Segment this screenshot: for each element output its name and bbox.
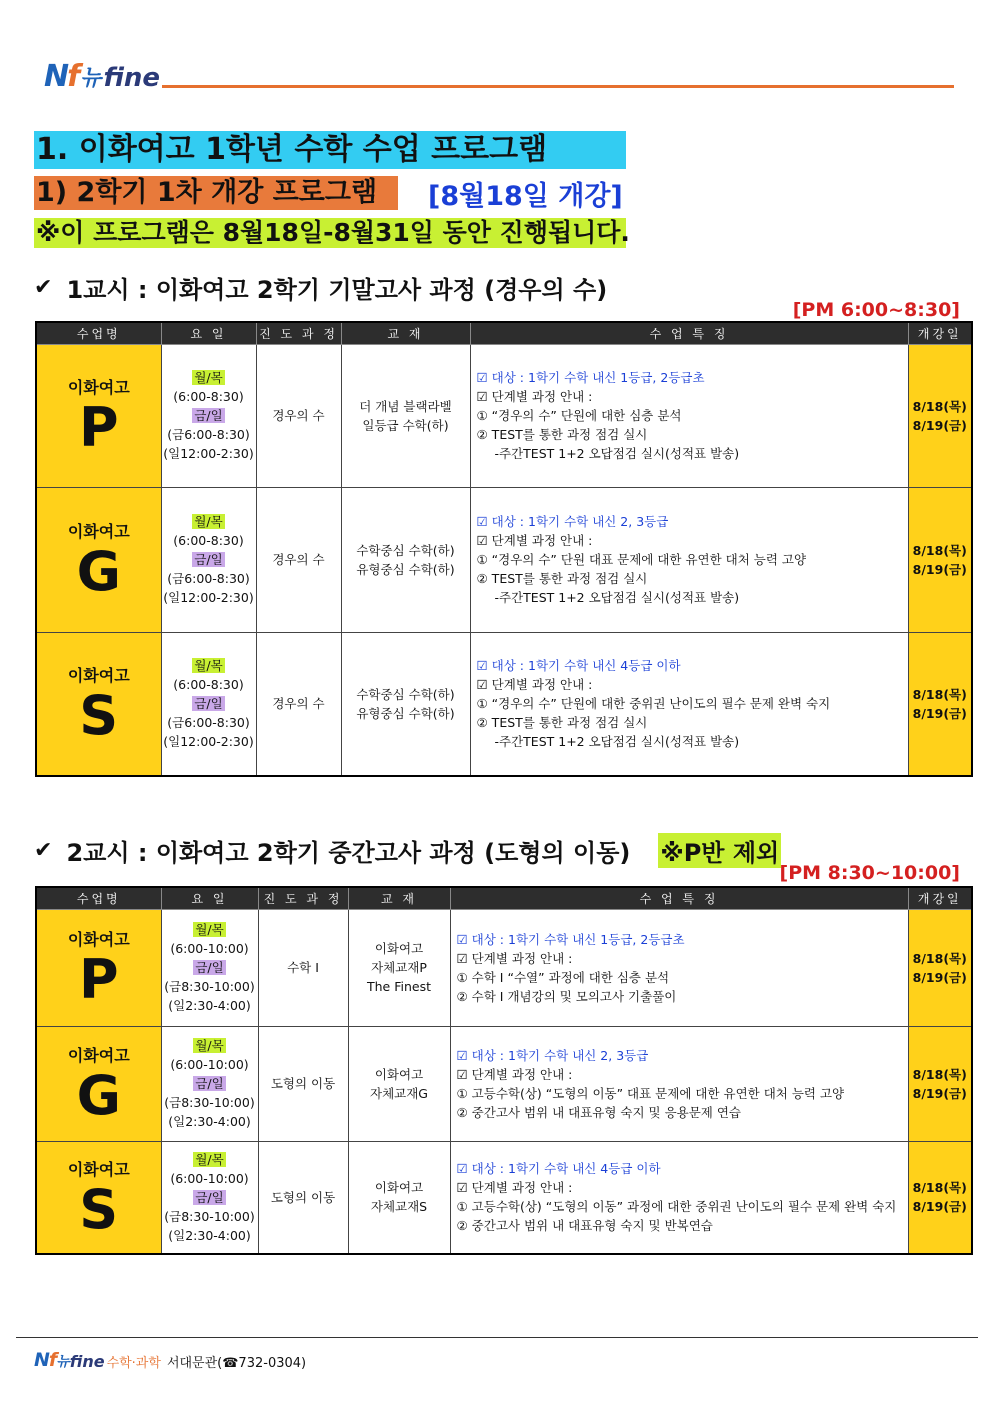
features-cell: ☑ 대상 : 1학기 수학 내신 2, 3등급 ☑ 단계별 과정 안내 : ① “경우의 수” 단원 대표 문제에 대한 유연한 대처 능력 고양 ② TEST를 통한 과정 점검 실시 -주간TEST 1+2 오답점검 실시(성적표 발송) xyxy=(470,487,908,632)
table-row xyxy=(36,909,972,1026)
textbook-cell: 더 개념 블랙라벨 일등급 수학(하) xyxy=(341,344,470,487)
start-date-cell: 8/18(목) 8/19(금) xyxy=(908,909,972,1026)
features-cell: ☑ 대상 : 1학기 수학 내신 1등급, 2등급초 ☑ 단계별 과정 안내 : ① 수학 I “수열” 과정에 대한 심층 분석 ② 수학 I 개념강의 및 모의고사 기출풀이 xyxy=(450,909,908,1026)
textbook-cell: 수학중심 수학(하) 유형중심 수학(하) xyxy=(341,632,470,776)
sub-title-open-date: [8월18일 개강] xyxy=(428,180,623,212)
col-start-date: 개강일 xyxy=(908,322,972,344)
textbook-cell: 이화여고 자체교재G xyxy=(348,1026,450,1141)
progress-cell: 경우의 수 xyxy=(256,632,341,776)
start-date-cell: 8/18(목) 8/19(금) xyxy=(908,487,972,632)
section-2-heading: 2교시 : 이화여고 2학기 중간고사 과정 (도형의 이동) xyxy=(66,839,631,867)
section-1-heading: 1교시 : 이화여고 2학기 기말고사 과정 (경우의 수) xyxy=(66,276,608,304)
footer-branch-contact: 서대문관(☎732-0304) xyxy=(166,1356,307,1371)
section-1-table xyxy=(35,321,973,777)
sub-title: 1) 2학기 1차 개강 프로그램 xyxy=(34,176,398,210)
logo-nyu-text: 뉴 xyxy=(80,66,102,91)
class-level-letter: G xyxy=(76,540,121,603)
col-start-date: 개강일 xyxy=(908,887,972,909)
textbook-cell: 이화여고 자체교재P The Finest xyxy=(348,909,450,1026)
days-cell: 월/목 (6:00-10:00) 금/일 (금8:30-10:00) (일2:30-4:00) xyxy=(161,909,258,1026)
col-features: 수 업 특 징 xyxy=(450,887,908,909)
class-level-letter: P xyxy=(78,396,119,459)
days-cell: 월/목 (6:00-10:00) 금/일 (금8:30-10:00) (일2:30-4:00) xyxy=(161,1141,258,1254)
start-date-cell: 8/18(목) 8/19(금) xyxy=(908,344,972,487)
textbook-cell: 이화여고 자체교재S xyxy=(348,1141,450,1254)
days-cell: 월/목 (6:00-8:30) 금/일 (금6:00-8:30) (일12:00-2:30) xyxy=(161,632,256,776)
class-cell: 이화여고 G xyxy=(36,487,161,632)
footer-subjects: 수학·과학 xyxy=(106,1356,161,1371)
section-2-note: ※P반 제외 xyxy=(658,833,781,868)
class-level-letter: S xyxy=(79,684,119,748)
class-cell: 이화여고 P xyxy=(36,909,161,1026)
table-row xyxy=(36,1141,972,1254)
class-cell: 이화여고 P xyxy=(36,344,161,487)
features-cell: ☑ 대상 : 1학기 수학 내신 4등급 이하 ☑ 단계별 과정 안내 : ① 고등수학(상) “도형의 이동” 과정에 대한 중위권 난이도의 필수 문제 완벽 숙지 ② 중간고사 범위 내 대표유형 숙지 및 반복연습 xyxy=(450,1141,908,1254)
section-1-time: [PM 6:00~8:30] xyxy=(792,299,960,321)
footer-logo-nyu: 뉴 xyxy=(56,1354,70,1370)
table-row xyxy=(36,632,972,776)
class-level-letter: G xyxy=(76,1064,121,1127)
progress-cell: 수학 I xyxy=(258,909,348,1026)
features-cell: ☑ 대상 : 1학기 수학 내신 4등급 이하 ☑ 단계별 과정 안내 : ① “경우의 수” 단원에 대한 중위권 난이도의 필수 문제 완벽 숙지 ② TEST를 통한 과정 점검 실시 -주간TEST 1+2 오답점검 실시(성적표 발송) xyxy=(470,632,908,776)
section-2-table xyxy=(35,886,973,1255)
progress-cell: 도형의 이동 xyxy=(258,1026,348,1141)
footer-divider xyxy=(16,1337,978,1338)
section-2-title xyxy=(34,833,781,868)
start-date-cell: 8/18(목) 8/19(금) xyxy=(908,632,972,776)
logo-fine-text: fine xyxy=(103,63,161,93)
brand-logo xyxy=(44,59,161,94)
table-header-row xyxy=(36,322,972,344)
footer-logo-fine: fine xyxy=(69,1352,105,1371)
days-cell: 월/목 (6:00-8:30) 금/일 (금6:00-8:30) (일12:00-2:30) xyxy=(161,344,256,487)
main-title: 1. 이화여고 1학년 수학 수업 프로그램 xyxy=(34,131,626,169)
features-cell: ☑ 대상 : 1학기 수학 내신 2, 3등급 ☑ 단계별 과정 안내 : ① 고등수학(상) “도형의 이동” 대표 문제에 대한 유연한 대처 능력 고양 ② 중간고사 범위 내 대표유형 숙지 및 응용문제 연습 xyxy=(450,1026,908,1141)
check-icon: ✔ xyxy=(34,838,53,863)
program-notice: ※이 프로그램은 8월18일-8월31일 동안 진행됩니다. xyxy=(36,218,630,247)
header-divider xyxy=(162,85,954,88)
section-2-time: [PM 8:30~10:00] xyxy=(779,862,960,884)
class-level-letter: P xyxy=(78,948,119,1011)
progress-cell: 경우의 수 xyxy=(256,344,341,487)
days-cell: 월/목 (6:00-10:00) 금/일 (금8:30-10:00) (일2:30-4:00) xyxy=(161,1026,258,1141)
class-cell: 이화여고 S xyxy=(36,1141,161,1254)
progress-cell: 도형의 이동 xyxy=(258,1141,348,1254)
textbook-cell: 수학중심 수학(하) 유형중심 수학(하) xyxy=(341,487,470,632)
col-progress: 진 도 과 정 xyxy=(258,887,348,909)
col-progress: 진 도 과 정 xyxy=(256,322,341,344)
features-cell: ☑ 대상 : 1학기 수학 내신 1등급, 2등급초 ☑ 단계별 과정 안내 : ① “경우의 수” 단원에 대한 심층 분석 ② TEST를 통한 과정 점검 실시 -주간TEST 1+2 오답점검 실시(성적표 발송) xyxy=(470,344,908,487)
table-header-row xyxy=(36,887,972,909)
col-class-name: 수업명 xyxy=(36,322,161,344)
table-row xyxy=(36,344,972,487)
col-features: 수 업 특 징 xyxy=(470,322,908,344)
check-icon: ✔ xyxy=(34,275,53,300)
col-days: 요 일 xyxy=(161,887,258,909)
start-date-cell: 8/18(목) 8/19(금) xyxy=(908,1026,972,1141)
start-date-cell: 8/18(목) 8/19(금) xyxy=(908,1141,972,1254)
days-cell: 월/목 (6:00-8:30) 금/일 (금6:00-8:30) (일12:00-2:30) xyxy=(161,487,256,632)
col-days: 요 일 xyxy=(161,322,256,344)
class-cell: 이화여고 S xyxy=(36,632,161,776)
class-level-letter: S xyxy=(79,1177,119,1241)
sub-title-row xyxy=(34,176,623,210)
footer xyxy=(34,1349,306,1371)
table-row xyxy=(36,487,972,632)
footer-logo-mark: Nf xyxy=(34,1349,57,1371)
col-textbook: 교 재 xyxy=(341,322,470,344)
logo-mark: Nf xyxy=(44,59,79,94)
col-textbook: 교 재 xyxy=(348,887,450,909)
class-cell: 이화여고 G xyxy=(36,1026,161,1141)
table-row xyxy=(36,1026,972,1141)
col-class-name: 수업명 xyxy=(36,887,161,909)
progress-cell: 경우의 수 xyxy=(256,487,341,632)
section-1-title xyxy=(34,270,607,305)
